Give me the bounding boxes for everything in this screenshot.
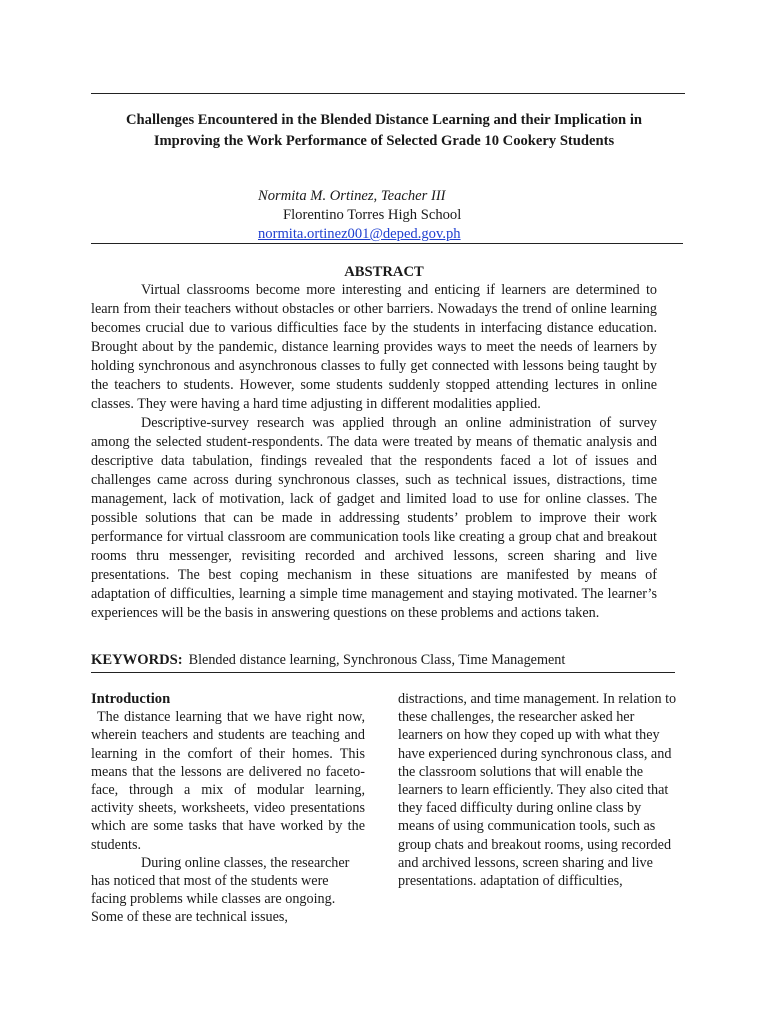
keywords-rule	[91, 672, 675, 673]
introduction-paragraph: The distance learning that we have right now, wherein teachers and students are teaching and learning in the comfort of their homes. This means that the lessons are delivered no faceto-face, through a mix of modular learning, activity sheets, worksheets, video presentations which are some tasks that have worked by the students.	[91, 709, 365, 853]
keywords-text: Blended distance learning, Synchronous Class, Time Management	[188, 652, 566, 668]
author-email-link[interactable]: normita.ortinez001@deped.gov.ph	[258, 226, 461, 242]
abstract-paragraph: Virtual classrooms become more interesting and enticing if learners are determined to learn from their teachers without obstacles or other barriers. Nowadays the trend of online learning becomes crucial due to various difficulties face by the students in interfacing distance education. Brought about by the pandemic, distance learning provides ways to meet the needs of learners by holding synchronous and asynchronous classes to fully get connected with lessons being taught by the teachers to students. However, some students suddenly stopped attending lectures in online classes. They were having a hard time adjusting in different modalities applied.	[91, 282, 657, 412]
top-rule	[91, 93, 685, 94]
abstract-paragraph: Descriptive-survey research was applied through an online administration of survey among the selected student-respondents. The data were treated by means of thematic analysis and descriptive data tabulation, findings revealed that the respondents faced a lot of issues and challenges came across during synchronous classes, such as technical issues, distractions, time management, lack of motivation, lack of gadget and limited load to use for online classes. The possible solutions that can be made in addressing students’ problem to improve their work performance for virtual classroom are communication tools like creating a group chat and breakout rooms thru messenger, revisiting recorded and archived lessons, screen sharing and live presentations. The best coping mechanism in these situations are manifested by means of adaptation of difficulties, learning a simple time management and staying motivated. The learner’s experiences will be the basis in answering questions on these problems and actions taken.	[91, 415, 657, 621]
author-school: Florentino Torres High School	[283, 207, 462, 223]
abstract-body	[91, 281, 657, 623]
keywords-label: KEYWORDS:	[91, 652, 183, 668]
introduction-paragraph: distractions, and time management. In relation to these challenges, the researcher asked her learners on how they coped up with what they have experienced during synchronous class, and the classroom solutions that will enable the learners to learn efficiently. They also cited that they faced difficulty during online class by means of using communication tools, such as group chats and breakout rooms, using recorded and archived lessons, screen sharing and live presentations. adaptation of difficulties,	[398, 691, 677, 890]
author-name: Normita M. Ortinez, Teacher III	[258, 188, 446, 204]
abstract-heading: ABSTRACT	[344, 264, 424, 280]
introduction-right-column	[398, 690, 680, 890]
introduction-left-column	[91, 690, 365, 927]
introduction-paragraph: During online classes, the researcher has noticed that most of the students were facing problems while classes are ongoing. Some of these are technical issues,	[91, 854, 350, 926]
header-rule	[91, 243, 683, 244]
paper-title: Challenges Encountered in the Blended Distance Learning and their Implication in Improving the Work Performance of Selected Grade 10 Cookery Students	[126, 112, 642, 149]
keywords-line	[91, 651, 565, 670]
introduction-heading: Introduction	[91, 691, 171, 707]
